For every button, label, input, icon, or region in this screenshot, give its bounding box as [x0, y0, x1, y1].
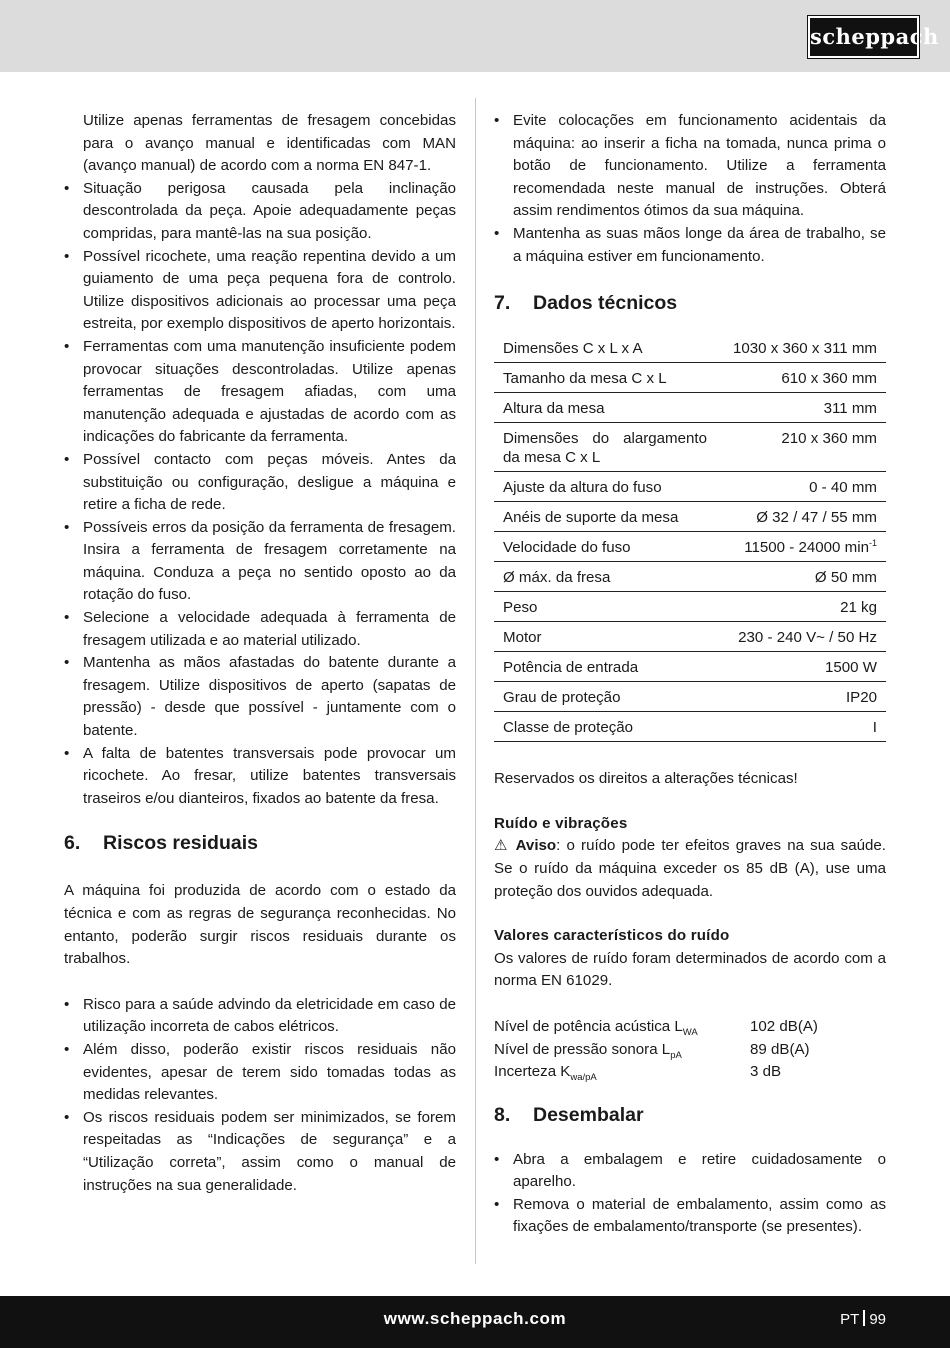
table-row [494, 472, 886, 502]
table-cell-label [494, 1039, 750, 1062]
warning-label: Aviso [515, 837, 557, 855]
table-cell-label: Altura da mesa [494, 393, 719, 423]
table-cell-label [494, 1061, 750, 1084]
list-item: • Selecione a velocidade adequada à ferramenta de fresagem utilizada e ao material utilizado. [64, 607, 456, 652]
table-cell-value: 21 kg [719, 592, 886, 622]
warning-text: : o ruído pode ter efeitos graves na sua saúde. Se o ruído da máquina exceder os 85 dB (A), use uma proteção dos ouvidos adequada. [494, 837, 886, 900]
table-cell-value: 1030 x 360 x 311 mm [719, 333, 886, 363]
table-cell-value [719, 532, 886, 562]
table-cell-value: IP20 [719, 682, 886, 712]
table-row [494, 562, 886, 592]
table-cell-value: 230 - 240 V~ / 50 Hz [719, 622, 886, 652]
label-text: Incerteza K [494, 1063, 571, 1081]
label-subscript: pA [670, 1049, 682, 1061]
list-item: • Além disso, poderão existir riscos residuais não evidentes, apesar de terem sido tomadas todas as medidas relevantes. [64, 1039, 456, 1107]
technical-changes-note: Reservados os direitos a alterações técnicas! [494, 770, 798, 788]
table-row [494, 532, 886, 562]
column-divider [475, 98, 476, 1264]
website-link[interactable]: www.scheppach.com [383, 1309, 567, 1328]
right-column [494, 110, 886, 1239]
noise-warning [494, 835, 886, 903]
page-separator [863, 1310, 865, 1326]
list-item: • Possível ricochete, uma reação repentina devido a um guiamento de uma peça pequena fora de controlo. Utilize dispositivos adicionais ao processar uma peça estreita, por exemplo dispositivos de aperto horizontais. [64, 246, 456, 336]
warning-triangle-icon: ⚠ [494, 837, 510, 855]
table-cell-label: Velocidade do fuso [494, 532, 719, 562]
table-cell-value: 311 mm [719, 393, 886, 423]
table-cell-value: 0 - 40 mm [719, 472, 886, 502]
label-text: Nível de potência acústica L [494, 1017, 683, 1035]
table-cell-value: 3 dB [750, 1063, 782, 1081]
unpacking-list [494, 1149, 886, 1239]
residual-risks-list [64, 994, 456, 1197]
section-title: Desembalar [533, 1103, 644, 1126]
label-subscript: WA [682, 1026, 698, 1038]
value-text: 11500 - 24000 min [744, 539, 869, 557]
table-row [494, 592, 886, 622]
table-cell-label: Motor [494, 622, 719, 652]
table-cell-label: Dimensões C x L x A [494, 333, 719, 363]
table-cell-value: 1500 W [719, 652, 886, 682]
noise-heading: Ruído e vibrações [494, 814, 628, 832]
section-title: Riscos residuais [103, 832, 258, 855]
table-row [494, 333, 886, 363]
table-row [494, 393, 886, 423]
noise-values-table [494, 1016, 818, 1084]
intro-paragraph: Utilize apenas ferramentas de fresagem concebidas para o avanço manual e identificadas com MAN (avanço manual) de acordo com a norma EN 847-1. [83, 112, 456, 175]
label-text: Nível de pressão sonora L [494, 1040, 671, 1058]
table-cell-label: Ajuste da altura do fuso [494, 472, 719, 502]
residual-risks-paragraph: A máquina foi produzida de acordo com o estado da técnica e com as regras de segurança reconhecidas. No entanto, poderão surgir riscos residuais durante os trabalhos. [64, 882, 456, 968]
table-cell-value: 102 dB(A) [750, 1017, 818, 1035]
section-8-heading [494, 1102, 886, 1128]
table-row [494, 1061, 818, 1084]
table-row [494, 423, 886, 472]
label-subscript: wa/pA [570, 1072, 597, 1084]
table-cell-label: Grau de proteção [494, 682, 719, 712]
table-cell-label: Dimensões do alargamento da mesa C x L [494, 423, 719, 472]
section-title: Dados técnicos [533, 292, 678, 315]
table-cell-value: Ø 32 / 47 / 55 mm [719, 502, 886, 532]
list-item: • Os riscos residuais podem ser minimizados, se forem respeitadas as “Indicações de segurança” e a “Utilização correta”, assim como o manual de instruções na sua generalidade. [64, 1107, 456, 1197]
table-row [494, 682, 886, 712]
list-item: • Possível contacto com peças móveis. Antes da substituição ou configuração, desligue a máquina e retire a ficha de rede. [64, 449, 456, 517]
table-cell-value: 210 x 360 mm [719, 423, 886, 472]
language-code: PT [840, 1311, 860, 1328]
table-cell-label: Potência de entrada [494, 652, 719, 682]
page-indicator [840, 1310, 886, 1328]
list-item: • A falta de batentes transversais pode provocar um ricochete. Ao fresar, utilize batentes transversais traseiros e/ou dianteiros, fixados ao batente da fresa. [64, 743, 456, 811]
list-item: • Risco para a saúde advindo da eletricidade em caso de utilização incorreta de cabos elétricos. [64, 994, 456, 1039]
table-row [494, 622, 886, 652]
table-cell-label: Ø máx. da fresa [494, 562, 719, 592]
table-cell-label: Tamanho da mesa C x L [494, 363, 719, 393]
table-cell-label: Anéis de suporte da mesa [494, 502, 719, 532]
table-row [494, 652, 886, 682]
value-superscript: -1 [868, 538, 877, 549]
section-7-heading [494, 290, 886, 316]
table-row [494, 363, 886, 393]
list-item: • Evite colocações em funcionamento acidentais da máquina: ao inserir a ficha na tomada, nunca prima o botão de funcionamento. Utilize a ferramenta recomendada neste manual de instruções. Obterá assim rendimentos ótimos da sua máquina. [494, 110, 886, 223]
safety-bullet-list-continued [494, 110, 886, 268]
section-number: 7. [494, 292, 511, 315]
list-item: • Possíveis erros da posição da ferramenta de fresagem. Insira a ferramenta de fresagem corretamente na máquina. Conduza a peça no sentido oposto ao da rotação do fuso. [64, 517, 456, 607]
left-column [64, 110, 456, 1197]
table-row [494, 1016, 818, 1039]
list-item: • Situação perigosa causada pela inclinação descontrolada da peça. Apoie adequadamente peças compridas, para mantê-las na sua posição. [64, 178, 456, 246]
table-cell-value: I [719, 712, 886, 742]
footer-bar [0, 1296, 950, 1348]
header-bar [0, 0, 950, 72]
list-item: • Ferramentas com uma manutenção insuficiente podem provocar situações descontroladas. Utilize apenas ferramentas de fresagem afiadas, com uma manutenção adequada e ajustadas de acordo com as indicações do fabricante da ferramenta. [64, 336, 456, 449]
technical-data-table [494, 333, 886, 742]
list-item: • Mantenha as suas mãos longe da área de trabalho, se a máquina estiver em funcionamento. [494, 223, 886, 268]
list-item: • Abra a embalagem e retire cuidadosamente o aparelho. [494, 1149, 886, 1194]
page-number: 99 [869, 1311, 886, 1328]
table-row [494, 712, 886, 742]
section-6-heading [64, 830, 456, 856]
table-cell-value: 89 dB(A) [750, 1040, 810, 1058]
noise-values-heading: Valores característicos do ruído [494, 927, 730, 945]
table-cell-label [494, 1016, 750, 1039]
table-row [494, 1039, 818, 1062]
section-number: 8. [494, 1103, 511, 1126]
scheppach-logo: scheppach [808, 16, 919, 58]
safety-bullet-list [64, 178, 456, 811]
table-cell-label: Classe de proteção [494, 712, 719, 742]
table-cell-value: 610 x 360 mm [719, 363, 886, 393]
table-cell-value: Ø 50 mm [719, 562, 886, 592]
list-item: • Mantenha as mãos afastadas do batente durante a fresagem. Utilize dispositivos de aperto (sapatas de pressão) - desde que possível - juntamente com o batente. [64, 652, 456, 742]
table-row [494, 502, 886, 532]
list-item: • Remova o material de embalamento, assim como as fixações de embalamento/transporte (se presentes). [494, 1194, 886, 1239]
section-number: 6. [64, 832, 81, 855]
table-cell-label: Peso [494, 592, 719, 622]
noise-values-intro: Os valores de ruído foram determinados de acordo com a norma EN 61029. [494, 949, 886, 990]
